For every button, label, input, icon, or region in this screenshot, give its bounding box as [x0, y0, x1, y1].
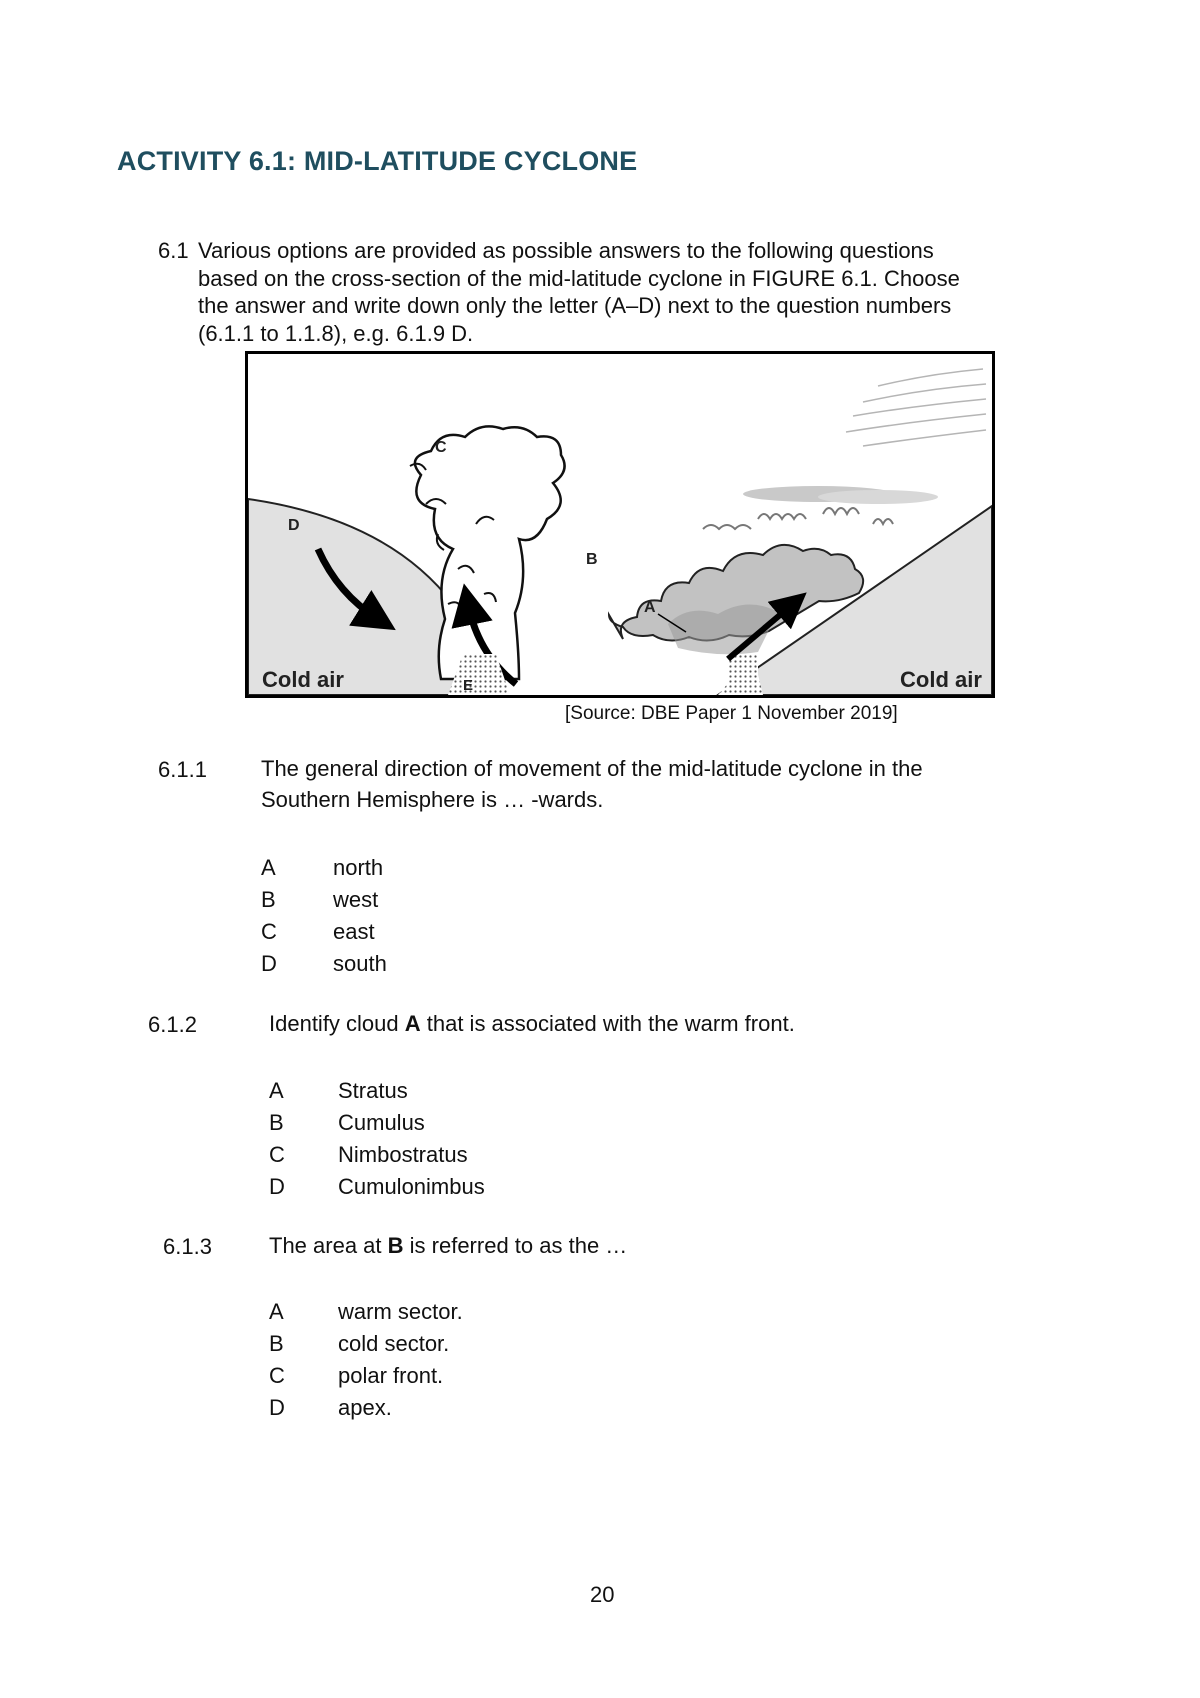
cyclone-diagram	[248, 354, 992, 695]
cold-air-label-right: Cold air	[900, 667, 982, 692]
question-text-bold: A	[404, 1011, 421, 1036]
option-row	[261, 884, 387, 916]
question-number-6-1-2: 6.1.2	[148, 1012, 197, 1037]
options-6-1-1	[261, 852, 387, 980]
option-letter: A	[261, 855, 276, 880]
option-row	[269, 1328, 463, 1360]
option-text: west	[333, 887, 379, 912]
option-letter: B	[269, 1331, 284, 1356]
option-row	[269, 1075, 485, 1107]
intro-line-2: based on the cross-section of the mid-latitude cyclone in FIGURE 6.1. Choose	[198, 265, 960, 291]
warm-front-rain-2	[728, 654, 758, 695]
label-e: E	[463, 677, 474, 694]
option-row	[269, 1171, 485, 1203]
option-text: warm sector.	[338, 1299, 463, 1324]
question-text-part: Identify cloud	[269, 1011, 405, 1036]
page-title: ACTIVITY 6.1: MID-LATITUDE CYCLONE	[117, 146, 638, 176]
options-6-1-2	[269, 1075, 485, 1203]
question-text-6-1-2	[269, 1008, 795, 1039]
option-row	[261, 948, 387, 980]
option-letter: A	[269, 1078, 284, 1103]
label-d: D	[288, 517, 300, 534]
cirrus-clouds	[846, 369, 986, 446]
option-row	[269, 1392, 463, 1424]
question-text-line: Southern Hemisphere is … -wards.	[261, 787, 604, 812]
label-c: C	[435, 439, 447, 456]
figure-source: [Source: DBE Paper 1 November 2019]	[565, 703, 898, 724]
question-number-6-1-1: 6.1.1	[158, 757, 207, 782]
label-b: B	[586, 551, 598, 568]
cold-air-label-left: Cold air	[262, 667, 344, 692]
question-text-part: The area at	[269, 1233, 388, 1258]
question-number-6-1-3: 6.1.3	[163, 1234, 212, 1259]
question-text-bold: B	[387, 1233, 404, 1258]
option-text: polar front.	[338, 1363, 444, 1388]
options-6-1-3	[269, 1296, 463, 1424]
intro-number: 6.1	[158, 238, 189, 263]
option-letter: D	[261, 951, 277, 976]
option-row	[261, 852, 387, 884]
intro-line-3: the answer and write down only the letter (A–D) next to the question numbers	[198, 293, 952, 318]
intro-paragraph	[158, 237, 960, 347]
question-text-part: that is associated with the warm front.	[420, 1011, 795, 1036]
option-row	[269, 1360, 463, 1392]
option-row	[261, 916, 387, 948]
question-text-part: is referred to as the …	[403, 1233, 628, 1258]
option-text: north	[333, 855, 384, 880]
page-number: 20	[590, 1582, 615, 1607]
question-text-6-1-3	[269, 1230, 627, 1261]
option-text: south	[333, 951, 387, 976]
option-text: Nimbostratus	[338, 1142, 468, 1167]
option-letter: C	[269, 1142, 285, 1167]
option-row	[269, 1139, 485, 1171]
option-text: Cumulonimbus	[338, 1174, 485, 1199]
option-letter: D	[269, 1395, 285, 1420]
option-text: Cumulus	[338, 1110, 425, 1135]
option-letter: C	[261, 919, 277, 944]
cyclone-cross-section-figure	[245, 351, 995, 698]
option-row	[269, 1296, 463, 1328]
option-letter: C	[269, 1363, 285, 1388]
option-letter: A	[269, 1299, 284, 1324]
intro-line-4: (6.1.1 to 1.1.8), e.g. 6.1.9 D.	[198, 320, 474, 346]
label-a: A	[644, 599, 656, 616]
option-row	[269, 1107, 485, 1139]
option-text: east	[333, 919, 375, 944]
cirrostratus-band-2	[818, 490, 938, 504]
option-letter: B	[261, 887, 276, 912]
option-letter: D	[269, 1174, 285, 1199]
option-text: Stratus	[338, 1078, 408, 1103]
option-text: cold sector.	[338, 1331, 450, 1356]
intro-line-1: 6.1 Various options are provided as possible answers to the following questions	[158, 238, 934, 263]
altostratus-clouds	[703, 508, 893, 529]
question-text-6-1-1	[261, 753, 923, 815]
option-letter: B	[269, 1110, 284, 1135]
question-text-line: The general direction of movement of the mid-latitude cyclone in the	[261, 756, 923, 781]
option-text: apex.	[338, 1395, 392, 1420]
